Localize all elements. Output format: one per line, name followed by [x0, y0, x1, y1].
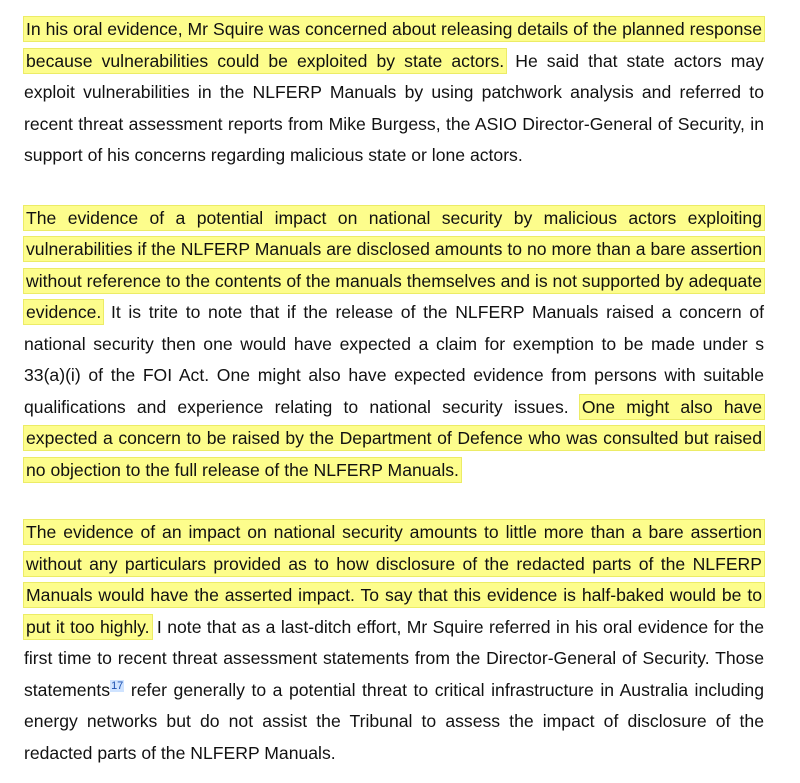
highlighted-passage: The evidence of an impact on national security amounts to little more than a bare assertion without any particulars provided as to how disclosure of the redacted parts of the NLFERP Manuals would have the asserted impact. To say that this evidence is half-baked would be to put it too highly.	[26, 522, 762, 637]
paragraph-1	[24, 14, 764, 172]
document-page	[24, 14, 764, 769]
paragraph-text: It is trite to note that if the release of the NLFERP Manuals raised a concern of national security then one would have expected a claim for exemption to be made under s 33(a)(i) of the FOI Act. One might also have expected evidence from persons with suitable qualifications and experience relating to national security issues.	[24, 302, 764, 417]
highlighted-passage: In his oral evidence, Mr Squire was concerned about releasing details of the planned response because vulnerabilities could be exploited by state actors.	[26, 19, 762, 71]
highlighted-passage: One might also have expected a concern to be raised by the Department of Defence who was consulted but raised no objection to the full release of the NLFERP Manuals.	[26, 396, 762, 480]
paragraph-text: He said that state actors may exploit vulnerabilities in the NLFERP Manuals by using patchwork analysis and referred to recent threat assessment reports from Mike Burgess, the ASIO Director-General of Security, in support of his concerns regarding malicious state or lone actors.	[24, 50, 764, 165]
highlighted-passage: The evidence of a potential impact on national security by malicious actors exploiting vulnerabilities if the NLFERP Manuals are disclosed amounts to no more than a bare assertion without reference to the contents of the manuals themselves and is not supported by adequate evidence.	[26, 207, 762, 322]
paragraph-2	[24, 203, 764, 487]
paragraph-3	[24, 517, 764, 769]
paragraph-text: refer generally to a potential threat to critical infrastructure in Australia including energy networks but do not assist the Tribunal to assess the impact of disclosure of the redacted parts of the NLFERP Manuals.	[24, 679, 764, 763]
footnote-reference-link[interactable]: 17	[111, 679, 124, 692]
paragraph-text: I note that as a last-ditch effort, Mr Squire referred in his oral evidence for the first time to recent threat assessment statements from the Director-General of Security. Those statements	[24, 616, 764, 700]
